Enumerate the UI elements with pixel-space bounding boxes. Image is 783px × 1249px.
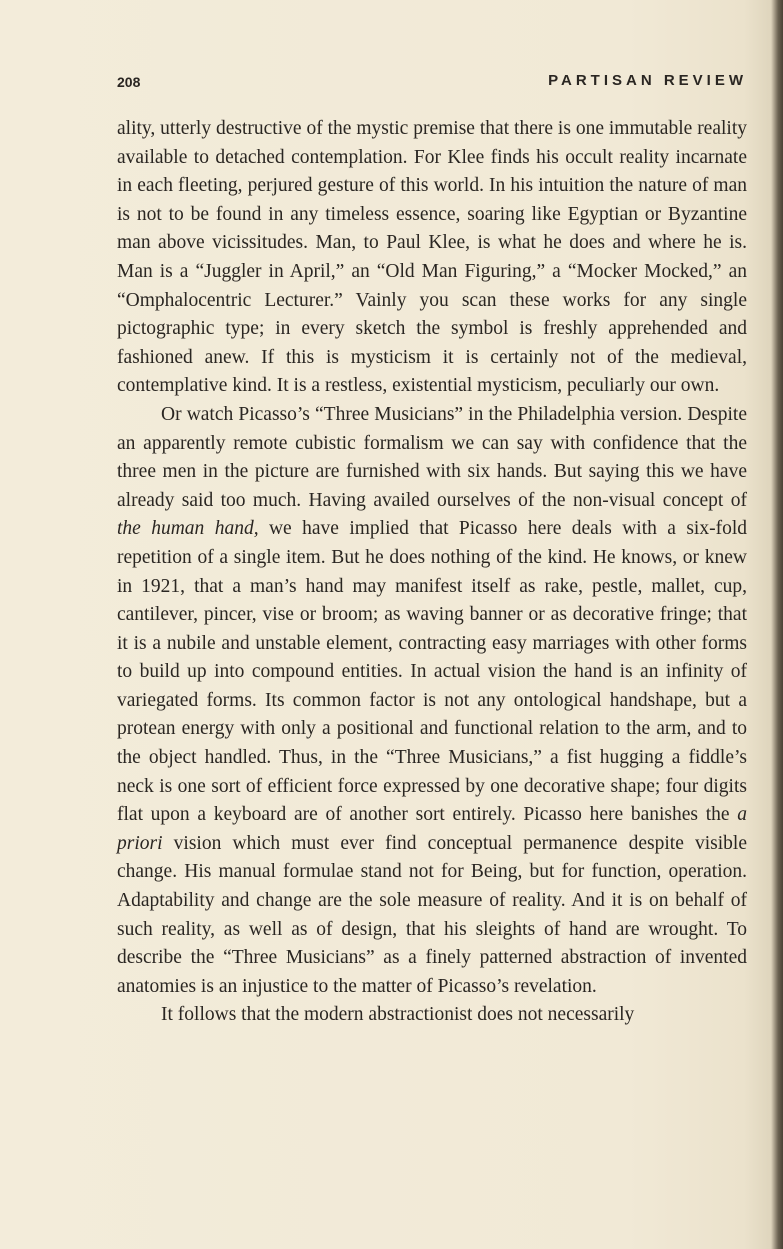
running-head: PARTISAN REVIEW (548, 72, 747, 89)
paragraph-1 (117, 115, 747, 401)
paragraph-3 (117, 1001, 747, 1030)
page-edge-shadow (771, 0, 783, 1249)
paragraph-text: Or watch Picasso’s “Three Musicians” in the Philadelphia version. Despite an apparently remote cubistic formalism we can say with confidence that the three men in the picture are furnished with six hands. But saying this we have already said too much. Having availed ourselves of the non-visual concept of (117, 403, 747, 511)
paragraph-2 (117, 401, 747, 1001)
body-text (117, 115, 747, 1030)
page-number: 208 (117, 74, 141, 90)
italic-phrase: the human hand, (117, 518, 259, 540)
paragraph-text: ality, utterly destructive of the mystic premise that there is one immutable reality available to detached contemplation. For Klee finds his occult reality incarnate in each fleeting, perjured gesture of this world. In his intuition the nature of man is not to be found in any timeless essence, soaring like Egyptian or Byzantine man above vicissitudes. Man, to Paul Klee, is what he does and where he is. Man is a “Juggler in April,” an “Old Man Figuring,” a “Mocker Mocked,” an “Omphalocentric Lecturer.” Vainly you scan these works for any single pictographic type; in every sketch the symbol is freshly apprehended and fashioned anew. If this is mysticism it is certainly not of the medieval, contemplative kind. It is a restless, existential mysticism, peculiarly our own. (117, 118, 747, 397)
page-header (117, 72, 747, 96)
paragraph-text: we have implied that Picasso here deals with a six-fold repetition of a single item. But he does nothing of the kind. He knows, or knew in 1921, that a man’s hand may manifest itself as rake, pestle, mallet, cup, cantilever, pincer, vise or broom; as waving banner or as decorative fringe; that it is a nubile and unstable element, contracting easy marriages with other forms to build up into compound entities. In actual vision the hand is an infinity of variegated forms. Its common factor is not any ontological handshape, but a protean energy with only a positional and functional relation to the arm, and to the object handled. Thus, in the “Three Musicians,” a fist hugging a fiddle’s neck is one sort of efficient force expressed by one decorative shape; four digits flat upon a keyboard are of another sort entirely. Picasso here banishes the (117, 518, 748, 826)
paragraph-text: vision which must ever find conceptual permanence despite visible change. His manual formulae stand not for Being, but for function, operation. Adaptability and change are the sole measure of reality. And it is on behalf of such reality, as well as of design, that his sleights of hand are wrought. To describe the “Three Musicians” as a finely patterned abstraction of invented anatomies is an injustice to the matter of Picasso’s revelation. (117, 832, 747, 997)
italic-phrase: a priori (117, 804, 747, 854)
paragraph-text: It follows that the modern abstractionist does not necessarily (161, 1004, 635, 1026)
